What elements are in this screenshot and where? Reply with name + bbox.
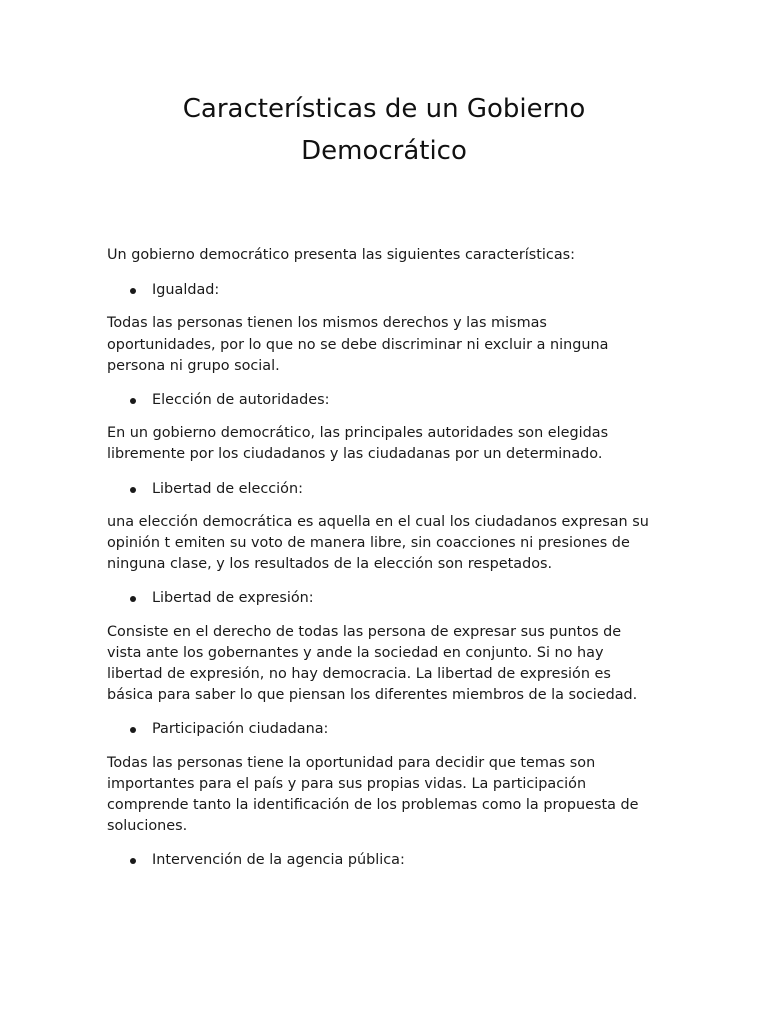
paragraph-igualdad: Todas las personas tienen los mismos derechos y las mismas oportunidades, por lo que no se debe discriminar ni excluir a ninguna persona ni grupo social. — [107, 315, 609, 374]
paragraph-libertad-eleccion: una elección democrática es aquella en el cual los ciudadanos expresan su opinión t emiten su voto de manera libre, sin coacciones ni presiones de ninguna clase, y los resultados de la elección son respetados. — [107, 513, 649, 573]
bullet-dot-icon — [130, 487, 136, 493]
paragraph-eleccion-autoridades: En un gobierno democrático, las principales autoridades son elegidas libremente por los ciudadanos y las ciudadanas por un determinado. — [107, 425, 609, 463]
bullet-list-participacion — [107, 719, 652, 740]
bullet-label: Elección de autoridades: — [152, 392, 330, 409]
bullet-label: Libertad de expresión: — [152, 590, 314, 607]
bullet-list-igualdad — [107, 280, 652, 301]
bullet-list-intervencion — [107, 850, 652, 871]
bullet-item — [107, 479, 652, 500]
paragraph-participacion: Todas las personas tiene la oportunidad para decidir que temas son importantes para el país y para sus propias vidas. La participación comprende tanto la identificación de los problemas como la propuesta de soluciones. — [107, 754, 639, 835]
bullet-list-libertad-eleccion — [107, 479, 652, 500]
bullet-item — [107, 390, 652, 411]
page-title — [100, 88, 668, 172]
bullet-list-eleccion-autoridades — [107, 390, 652, 411]
bullet-label: Libertad de elección: — [152, 480, 303, 497]
bullet-label: Igualdad: — [152, 282, 220, 299]
bullet-item — [107, 280, 652, 301]
bullet-list-libertad-expresion — [107, 588, 652, 609]
title-line-1: Características de un Gobierno — [182, 94, 586, 124]
bullet-dot-icon — [130, 858, 136, 864]
title-line-2: Democrático — [301, 136, 467, 166]
bullet-dot-icon — [130, 288, 136, 294]
bullet-item — [107, 850, 652, 871]
bullet-label: Intervención de la agencia pública: — [152, 852, 405, 869]
bullet-label: Participación ciudadana: — [152, 721, 329, 738]
bullet-item — [107, 719, 652, 740]
bullet-item — [107, 588, 652, 609]
bullet-dot-icon — [130, 398, 136, 404]
paragraph-libertad-expresion: Consiste en el derecho de todas las persona de expresar sus puntos de vista ante los gobernantes y ande la sociedad en conjunto. Si no hay libertad de expresión, no hay democracia. La libertad de expresión es básica para saber lo que piensan los diferentes miembros de la sociedad. — [107, 623, 638, 704]
bullet-dot-icon — [130, 727, 136, 733]
document-body — [107, 245, 652, 884]
bullet-dot-icon — [130, 596, 136, 602]
intro-paragraph: Un gobierno democrático presenta las siguientes características: — [107, 247, 575, 263]
